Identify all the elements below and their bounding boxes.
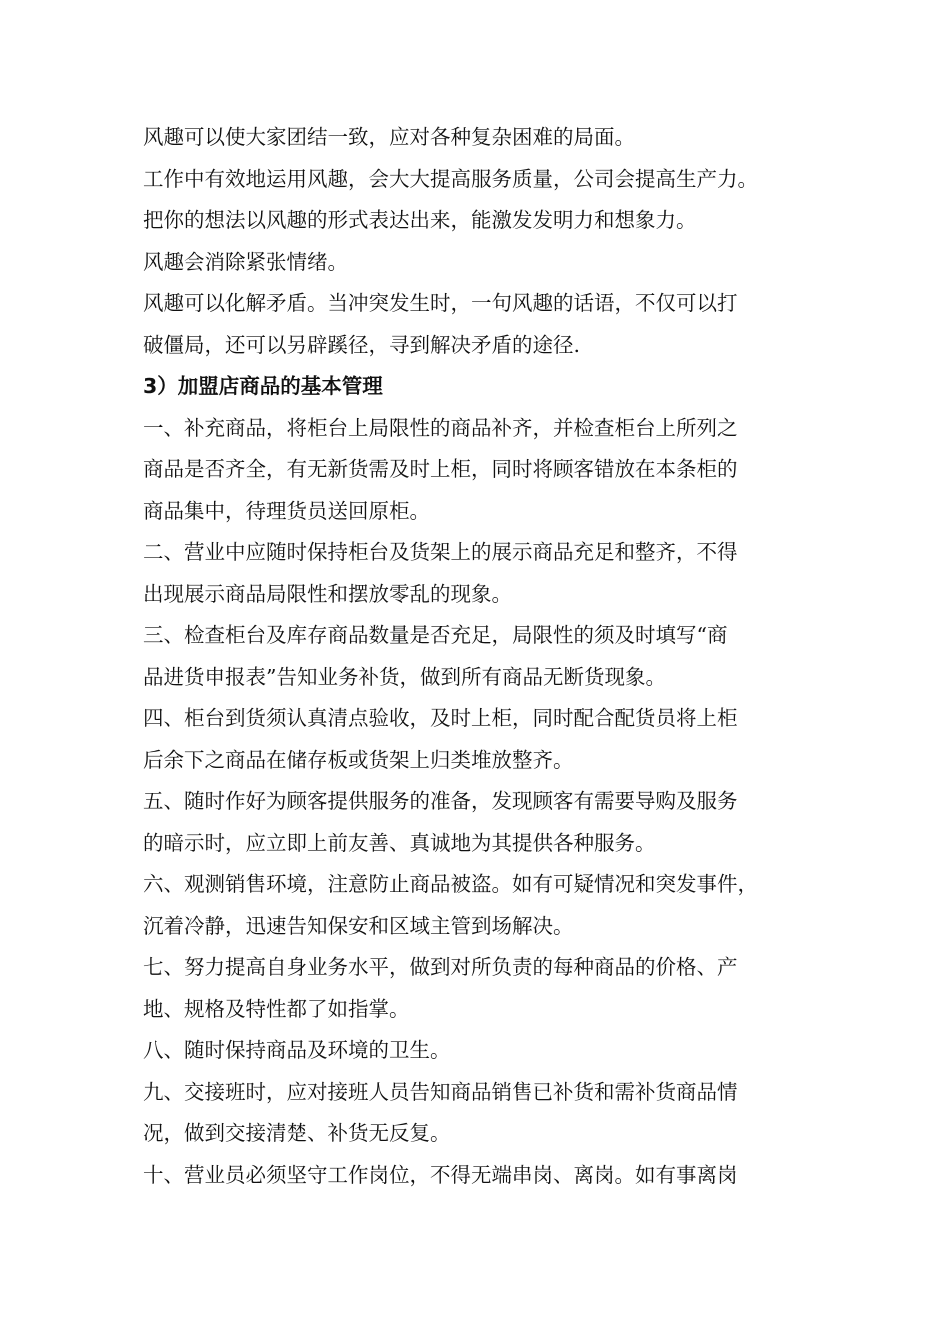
section-heading: 3）加盟店商品的基本管理 bbox=[143, 374, 383, 398]
text-line: 后余下之商品在储存板或货架上归类堆放整齐。 bbox=[143, 747, 574, 772]
text-line: 八、随时保持商品及环境的卫生。 bbox=[143, 1038, 451, 1062]
text-line: 商品是否齐全，有无新货需及时上柜，同时将顾客错放在本条柜的 bbox=[143, 457, 738, 481]
text-line: 的暗示时，应立即上前友善、真诚地为其提供各种服务。 bbox=[143, 830, 656, 855]
text-line: 工作中有效地运用风趣，会大大提高服务质量，公司会提高生产力。 bbox=[143, 166, 758, 191]
document-body bbox=[143, 117, 823, 1196]
text-line: 五、随时作好为顾客提供服务的准备，发现顾客有需要导购及服务 bbox=[143, 789, 738, 813]
text-line: 九、交接班时，应对接班人员告知商品销售已补货和需补货商品情 bbox=[143, 1079, 738, 1104]
text-line: 出现展示商品局限性和摆放零乱的现象。 bbox=[143, 581, 512, 606]
text-line: 风趣可以化解矛盾。当冲突发生时，一句风趣的话语，不仅可以打 bbox=[143, 291, 738, 315]
text-line: 风趣可以使大家团结一致，应对各种复杂困难的局面。 bbox=[143, 125, 635, 149]
text-line: 十、营业员必须坚守工作岗位，不得无端串岗、离岗。如有事离岗 bbox=[143, 1162, 738, 1187]
text-line: 品进货申报表”告知业务补货，做到所有商品无断货现象。 bbox=[143, 664, 666, 689]
text-line: 沉着冷静，迅速告知保安和区域主管到场解决。 bbox=[143, 913, 574, 938]
text-line: 把你的想法以风趣的形式表达出来，能激发发明力和想象力。 bbox=[143, 208, 697, 232]
text-line: 一、补充商品，将柜台上局限性的商品补齐，并检查柜台上所列之 bbox=[143, 415, 738, 440]
text-line: 风趣会消除紧张情绪。 bbox=[143, 249, 348, 274]
text-line: 六、观测销售环境，注意防止商品被盗。如有可疑情况和突发事件， bbox=[143, 872, 758, 896]
text-line: 三、检查柜台及库存商品数量是否充足，局限性的须及时填写“商 bbox=[143, 623, 728, 647]
text-line: 地、规格及特性都了如指掌。 bbox=[143, 996, 410, 1021]
text-line: 四、柜台到货须认真清点验收，及时上柜，同时配合配货员将上柜 bbox=[143, 706, 738, 730]
text-line: 七、努力提高自身业务水平，做到对所负责的每种商品的价格、产 bbox=[143, 955, 738, 979]
text-line: 二、营业中应随时保持柜台及货架上的展示商品充足和整齐，不得 bbox=[143, 540, 738, 564]
text-line: 商品集中，待理货员送回原柜。 bbox=[143, 498, 430, 523]
text-line: 破僵局，还可以另辟蹊径，寻到解决矛盾的途径. bbox=[143, 332, 581, 357]
text-line: 况，做到交接清楚、补货无反复。 bbox=[143, 1121, 451, 1145]
